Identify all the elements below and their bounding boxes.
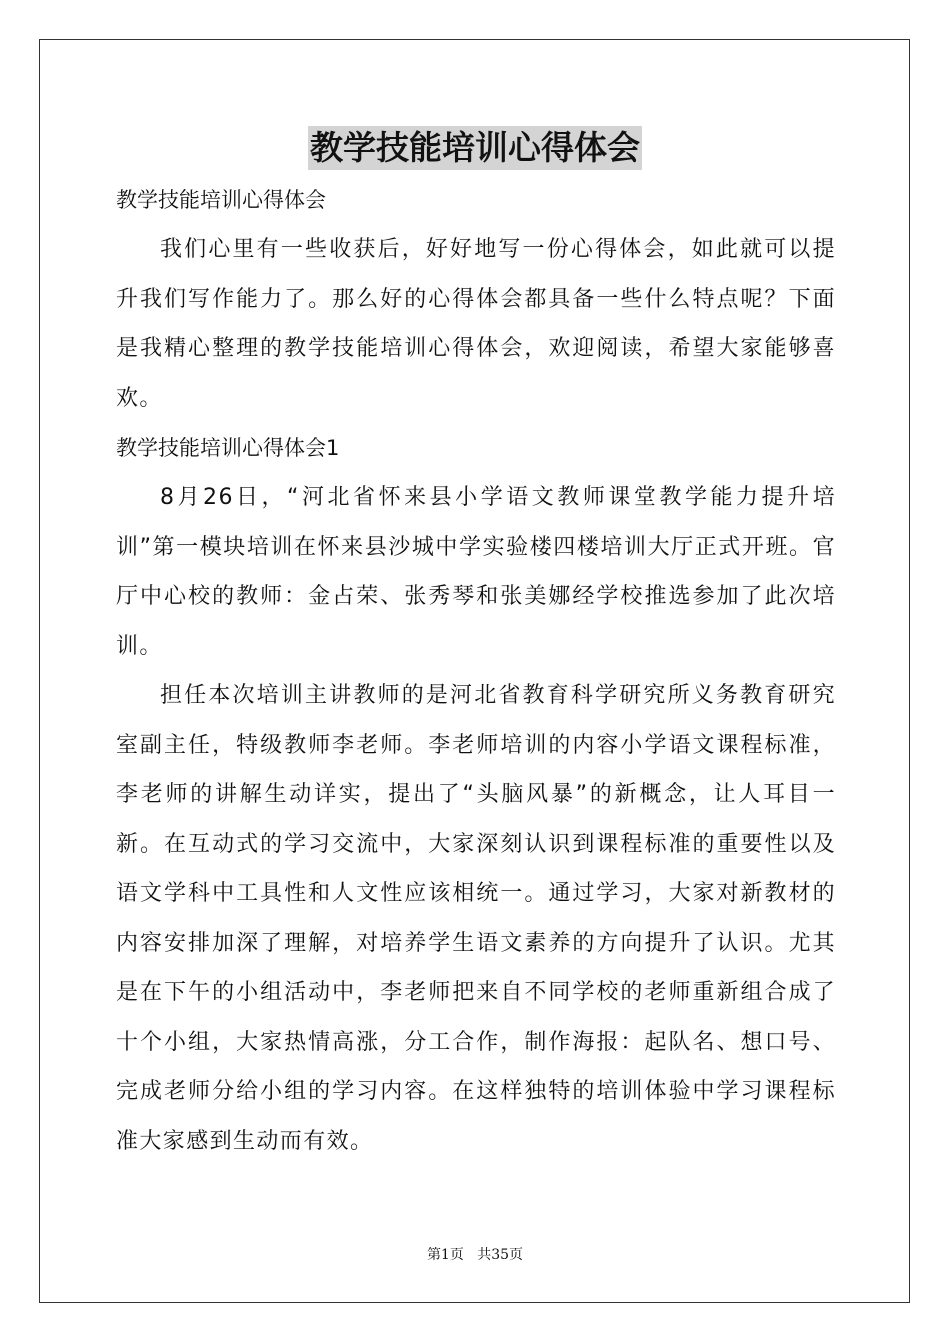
document-body [116,180,836,1166]
page-footer [0,1244,950,1264]
title-container [0,126,950,170]
page-total: 共35页 [477,1247,524,1263]
section-heading: 教学技能培训心得体会1 [116,436,340,460]
section-paragraph-1: 8月26日，“河北省怀来县小学语文教师课堂教学能力提升培训”第一模块培训在怀来县沙城中学实验楼四楼培训大厅正式开班。官厅中心校的教师：金占荣、张秀琴和张美娜经学校推选参加了此次培训。 [116,485,836,659]
intro-paragraph: 我们心里有一些收获后，好好地写一份心得体会，如此就可以提升我们写作能力了。那么好的心得体会都具备一些什么特点呢？下面是我精心整理的教学技能培训心得体会，欢迎阅读，希望大家能够喜欢。 [116,237,836,411]
section-paragraph-2: 担任本次培训主讲教师的是河北省教育科学研究所义务教育研究室副主任，特级教师李老师。李老师培训的内容小学语文课程标准，李老师的讲解生动详实，提出了“头脑风暴”的新概念，让人耳目一新。在互动式的学习交流中，大家深刻认识到课程标准的重要性以及语文学科中工具性和人文性应该相统一。通过学习，大家对新教材的内容安排加深了理解，对培养学生语文素养的方向提升了认识。尤其是在下午的小组活动中，李老师把来自不同学校的老师重新组合成了十个小组，大家热情高涨，分工合作，制作海报：起队名、想口号、完成老师分给小组的学习内容。在这样独特的培训体验中学习课程标准大家感到生动而有效。 [116,683,836,1154]
page-number: 第1页 [426,1247,464,1263]
document-subtitle: 教学技能培训心得体会 [116,188,326,212]
document-title: 教学技能培训心得体会 [308,126,642,170]
